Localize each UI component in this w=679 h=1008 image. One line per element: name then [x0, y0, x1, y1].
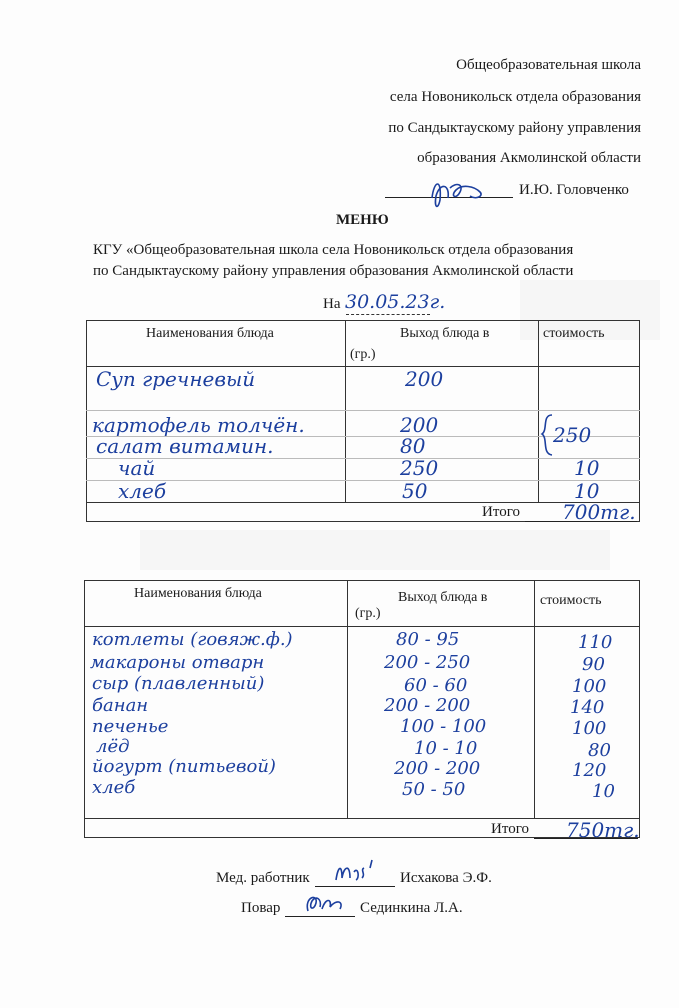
table-1-row-yield: 200 [405, 367, 444, 391]
table-2-row-dish: банан [92, 695, 149, 716]
menu-date: 30.05.23г. [345, 291, 446, 313]
table-2-row-cost: 140 [570, 697, 605, 718]
table-2-total-value: 750тг. [566, 818, 640, 842]
table-1-combined-cost: 250 [553, 423, 592, 447]
table-2-row-yield: 10 - 10 [414, 738, 478, 759]
table-1-row-yield: 250 [400, 456, 439, 480]
table-1-row-cost: 10 [574, 456, 600, 480]
date-underline [346, 314, 430, 315]
table-2-row-cost: 120 [572, 760, 607, 781]
cook-signature [300, 889, 352, 919]
table-2-row-dish: макароны отварн [90, 652, 265, 673]
table-2-row-yield: 80 - 95 [396, 629, 460, 650]
approval-signer: И.Ю. Головченко [519, 182, 629, 198]
med-worker-signature [330, 856, 386, 888]
table-2-row-yield: 200 - 200 [394, 758, 481, 779]
table-1-row-yield: 80 [400, 434, 426, 458]
table-1-total-label: Итого [482, 504, 520, 520]
copy-artifact [140, 530, 610, 570]
approval-line-2: села Новоникольск отдела образования [389, 89, 641, 105]
table-2-total-divider [84, 818, 640, 819]
table-2-row-dish: печенье [92, 716, 169, 737]
table-2-header-yield: Выход блюда в [398, 590, 488, 605]
table-2-header-divider [84, 626, 640, 627]
table-1-header-yield: Выход блюда в [400, 326, 490, 341]
approval-line-1: Общеобразовательная школа [456, 57, 641, 73]
table-2-row-dish: сыр (плавленный) [92, 673, 265, 694]
table-2-row-cost: 10 [592, 781, 615, 802]
cook-name: Сединкина Л.А. [360, 900, 463, 916]
table-1-row-dish: картофель толчён. [92, 413, 305, 437]
table-2-row-yield: 50 - 50 [402, 779, 466, 800]
table-2-row-dish: хлеб [92, 777, 136, 798]
table-1-row-yield: 200 [400, 413, 439, 437]
cook-label: Повар [241, 900, 281, 916]
date-label: На [323, 296, 341, 312]
approval-line-3: по Сандыктаускому району управления [388, 120, 641, 136]
approval-line-4: образования Акмолинской области [417, 150, 641, 166]
table-1-row-dish: салат витамин. [96, 434, 274, 458]
table-1-row-dish: хлеб [118, 479, 167, 503]
org-line-2: по Сандыктаускому району управления образования Акмолинской области [93, 263, 574, 279]
table-1-header-cost: стоимость [543, 326, 605, 341]
table-1-row-yield: 50 [402, 479, 428, 503]
table-2-row-cost: 110 [578, 632, 613, 653]
table-2-col-divider [347, 580, 348, 818]
table-2-row-cost: 100 [572, 676, 607, 697]
table-2-row-cost: 100 [572, 718, 607, 739]
table-2-header-cost: стоимость [540, 593, 602, 608]
table-2-row-cost: 80 [588, 740, 611, 761]
table-2-row-dish: йогурт (питьевой) [92, 756, 276, 777]
med-worker-name: Исхакова Э.Ф. [400, 870, 492, 886]
med-worker-label: Мед. работник [216, 870, 310, 886]
table-1-row-cost: 10 [574, 479, 600, 503]
table-1-row-dish: чай [118, 456, 156, 480]
table-1-header-yield-unit: (гр.) [350, 347, 376, 362]
table-2-row-yield: 60 - 60 [404, 675, 468, 696]
table-2-row-dish: котлеты (говяж.ф.) [92, 629, 293, 650]
table-2-row-dish: лёд [96, 736, 130, 757]
table-2-row-yield: 100 - 100 [400, 716, 487, 737]
table-2-total-label: Итого [491, 821, 529, 837]
table-1-row-dish: Суп гречневый [96, 367, 256, 391]
table-2-col-divider [534, 580, 535, 818]
table-1-row-divider [86, 480, 640, 481]
table-1-total-divider [86, 502, 640, 503]
table-2-row-yield: 200 - 250 [384, 652, 471, 673]
table-1-col-divider [345, 320, 346, 502]
table-2-header-dish: Наименования блюда [134, 586, 262, 601]
table-1-total-value: 700тг. [562, 500, 636, 524]
director-signature [420, 170, 500, 215]
menu-title: МЕНЮ [336, 212, 389, 228]
table-2-row-cost: 90 [582, 654, 605, 675]
table-1-row-divider [86, 410, 640, 411]
table-2-row-yield: 200 - 200 [384, 695, 471, 716]
table-1-row-divider [86, 458, 640, 459]
table-1-col-divider [538, 320, 539, 502]
org-line-1: КГУ «Общеобразовательная школа села Новоникольск отдела образования [93, 242, 574, 258]
table-2-header-yield-unit: (гр.) [355, 606, 381, 621]
table-1-header-dish: Наименования блюда [146, 326, 274, 341]
